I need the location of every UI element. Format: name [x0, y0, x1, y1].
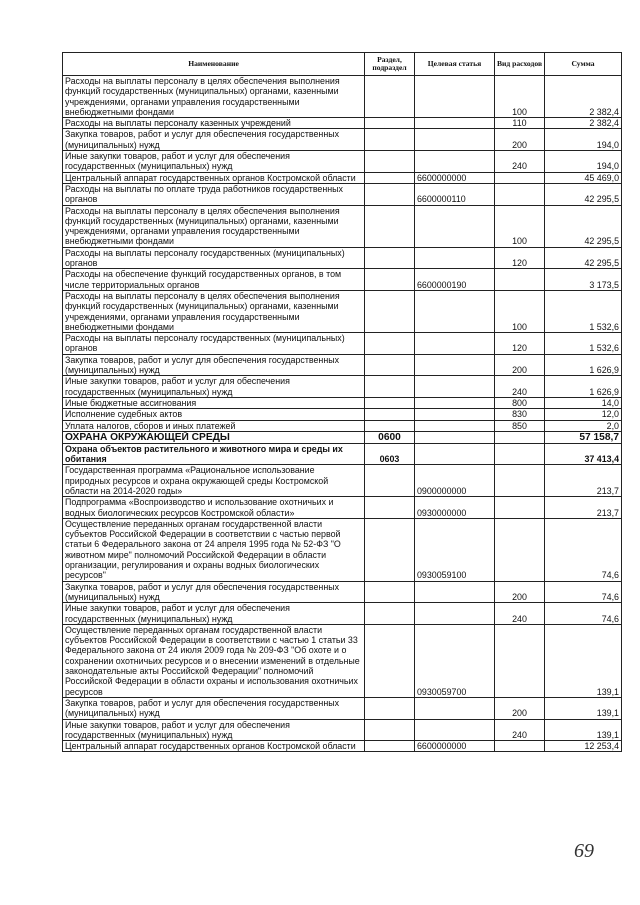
header-razdel: Раздел, подраздел	[365, 53, 415, 76]
table-row	[63, 741, 622, 752]
table-cell-razdel	[365, 183, 415, 205]
table-cell-razdel	[365, 151, 415, 173]
table-cell-name: Расходы на выплаты по оплате труда работников государственных органов	[63, 183, 365, 205]
table-cell-summa: 74,6	[545, 581, 622, 603]
table-cell-vid	[495, 431, 545, 443]
table-cell-celevaya	[415, 151, 495, 173]
table-cell-vid: 100	[495, 76, 545, 118]
table-cell-razdel	[365, 420, 415, 431]
table-row	[63, 76, 622, 118]
table-row	[63, 333, 622, 355]
table-row	[63, 420, 622, 431]
header-summa: Сумма	[545, 53, 622, 76]
table-cell-summa: 37 413,4	[545, 443, 622, 465]
table-cell-razdel	[365, 118, 415, 129]
table-cell-razdel	[365, 624, 415, 697]
table-cell-summa: 1 532,6	[545, 333, 622, 355]
table-cell-vid: 200	[495, 581, 545, 603]
table-cell-name: Иные закупки товаров, работ и услуг для обеспечения государственных (муниципальных) нужд	[63, 376, 365, 398]
table-cell-celevaya	[415, 376, 495, 398]
table-cell-summa: 139,1	[545, 719, 622, 741]
table-row	[63, 697, 622, 719]
table-cell-celevaya: 0930000000	[415, 497, 495, 519]
table-body	[63, 76, 622, 752]
table-cell-celevaya	[415, 118, 495, 129]
table-cell-razdel	[365, 354, 415, 376]
table-cell-razdel	[365, 603, 415, 625]
table-cell-name: Центральный аппарат государственных органов Костромской области	[63, 172, 365, 183]
table-cell-vid: 240	[495, 376, 545, 398]
table-header-row	[63, 53, 622, 76]
table-cell-celevaya	[415, 443, 495, 465]
table-cell-razdel	[365, 697, 415, 719]
table-cell-vid: 850	[495, 420, 545, 431]
table-row	[63, 603, 622, 625]
table-cell-vid: 100	[495, 290, 545, 332]
table-cell-vid	[495, 269, 545, 291]
table-cell-razdel	[365, 409, 415, 420]
table-cell-razdel	[365, 76, 415, 118]
table-cell-name: Подпрограмма «Воспроизводство и использование охотничьих и водных биологических ресурсов Костромской области»	[63, 497, 365, 519]
table-cell-razdel	[365, 290, 415, 332]
table-cell-name: Расходы на выплаты персоналу в целях обеспечения выполнения функций государственных (муниципальных) органами, казенными учреждениями, органами управления государственными внебюджетными фондами	[63, 205, 365, 247]
header-vid: Вид расходов	[495, 53, 545, 76]
table-row	[63, 354, 622, 376]
table-cell-vid	[495, 497, 545, 519]
table-cell-name: Иные закупки товаров, работ и услуг для обеспечения государственных (муниципальных) нужд	[63, 151, 365, 173]
table-cell-vid: 120	[495, 333, 545, 355]
table-cell-summa: 1 532,6	[545, 290, 622, 332]
table-cell-vid: 200	[495, 697, 545, 719]
table-cell-vid: 200	[495, 129, 545, 151]
table-cell-summa: 194,0	[545, 129, 622, 151]
table-cell-vid: 830	[495, 409, 545, 420]
table-cell-name: Иные закупки товаров, работ и услуг для обеспечения государственных (муниципальных) нужд	[63, 719, 365, 741]
table-cell-name: Закупка товаров, работ и услуг для обеспечения государственных (муниципальных) нужд	[63, 581, 365, 603]
table-cell-name: Закупка товаров, работ и услуг для обеспечения государственных (муниципальных) нужд	[63, 354, 365, 376]
table-cell-celevaya: 6600000110	[415, 183, 495, 205]
table-cell-vid	[495, 741, 545, 752]
table-row	[63, 431, 622, 443]
table-cell-summa: 2 382,4	[545, 118, 622, 129]
table-cell-name: Расходы на выплаты персоналу в целях обеспечения выполнения функций государственных (муниципальных) органами, казенными учреждениями, органами управления государственными внебюджетными фондами	[63, 290, 365, 332]
table-cell-summa: 194,0	[545, 151, 622, 173]
table-cell-vid: 240	[495, 151, 545, 173]
table-cell-razdel	[365, 333, 415, 355]
table-cell-summa: 3 173,5	[545, 269, 622, 291]
table-row	[63, 247, 622, 269]
table-cell-razdel	[365, 518, 415, 581]
table-cell-razdel	[365, 129, 415, 151]
table-cell-summa: 57 158,7	[545, 431, 622, 443]
table-cell-celevaya	[415, 420, 495, 431]
table-cell-celevaya	[415, 76, 495, 118]
table-cell-razdel	[365, 269, 415, 291]
table-cell-name: ОХРАНА ОКРУЖАЮЩЕЙ СРЕДЫ	[63, 431, 365, 443]
table-cell-celevaya: 0930059700	[415, 624, 495, 697]
table-cell-razdel	[365, 172, 415, 183]
table-cell-summa: 1 626,9	[545, 376, 622, 398]
table-cell-razdel: 0600	[365, 431, 415, 443]
table-cell-name: Иные бюджетные ассигнования	[63, 397, 365, 408]
table-cell-summa: 12 253,4	[545, 741, 622, 752]
table-cell-vid: 240	[495, 603, 545, 625]
table-row	[63, 129, 622, 151]
table-cell-summa: 213,7	[545, 465, 622, 497]
table-cell-celevaya	[415, 397, 495, 408]
table-cell-name: Расходы на выплаты персоналу государственных (муниципальных) органов	[63, 333, 365, 355]
table-cell-name: Охрана объектов растительного и животного мира и среды их обитания	[63, 443, 365, 465]
table-cell-razdel	[365, 497, 415, 519]
table-cell-summa: 139,1	[545, 697, 622, 719]
table-cell-celevaya: 0900000000	[415, 465, 495, 497]
table-cell-name: Расходы на выплаты персоналу государственных (муниципальных) органов	[63, 247, 365, 269]
table-cell-celevaya	[415, 409, 495, 420]
table-cell-vid	[495, 172, 545, 183]
table-cell-summa: 74,6	[545, 518, 622, 581]
table-row	[63, 205, 622, 247]
table-cell-celevaya: 0930059100	[415, 518, 495, 581]
table-cell-razdel	[365, 581, 415, 603]
table-cell-celevaya	[415, 290, 495, 332]
table-cell-name: Государственная программа «Рациональное использование природных ресурсов и охрана окружающей среды Костромской области на 2014-2020 годы»	[63, 465, 365, 497]
budget-table	[62, 52, 622, 752]
table-cell-summa: 14,0	[545, 397, 622, 408]
table-row	[63, 172, 622, 183]
table-cell-summa: 42 295,5	[545, 183, 622, 205]
table-cell-celevaya	[415, 129, 495, 151]
table-cell-vid: 120	[495, 247, 545, 269]
table-cell-vid	[495, 624, 545, 697]
table-cell-name: Закупка товаров, работ и услуг для обеспечения государственных (муниципальных) нужд	[63, 697, 365, 719]
table-row	[63, 269, 622, 291]
table-cell-vid: 240	[495, 719, 545, 741]
table-cell-vid	[495, 443, 545, 465]
table-cell-vid: 110	[495, 118, 545, 129]
table-cell-name: Осуществление переданных органам государственной власти субъектов Российской Федерации в соответствии с частью 1 статьи 33 Федерального закона от 24 июля 2009 года № 209-ФЗ "Об охоте и о сохранении охотничьих ресурсов и о внесении изменений в отдельные законодательные акты Российской Федерации" полномочий Российской Федерации в области охраны и использования охотничьих ресурсов	[63, 624, 365, 697]
table-cell-summa: 2 382,4	[545, 76, 622, 118]
table-cell-razdel	[365, 397, 415, 408]
table-row	[63, 518, 622, 581]
table-cell-celevaya	[415, 431, 495, 443]
table-cell-summa: 42 295,5	[545, 247, 622, 269]
table-row	[63, 719, 622, 741]
table-cell-name: Уплата налогов, сборов и иных платежей	[63, 420, 365, 431]
header-name: Наименование	[63, 53, 365, 76]
table-cell-celevaya	[415, 333, 495, 355]
table-row	[63, 581, 622, 603]
table-cell-celevaya	[415, 205, 495, 247]
table-cell-name: Расходы на выплаты персоналу в целях обеспечения выполнения функций государственных (муниципальных) органами, казенными учреждениями, органами управления государственными внебюджетными фондами	[63, 76, 365, 118]
table-cell-summa: 1 626,9	[545, 354, 622, 376]
table-cell-celevaya	[415, 697, 495, 719]
table-cell-celevaya	[415, 603, 495, 625]
table-cell-celevaya	[415, 247, 495, 269]
table-row	[63, 151, 622, 173]
table-cell-vid	[495, 183, 545, 205]
header-celevaya: Целевая статья	[415, 53, 495, 76]
table-cell-name: Центральный аппарат государственных органов Костромской области	[63, 741, 365, 752]
page-number: 69	[574, 840, 594, 862]
table-cell-summa: 2,0	[545, 420, 622, 431]
table-row	[63, 376, 622, 398]
table-cell-razdel	[365, 465, 415, 497]
table-cell-celevaya	[415, 354, 495, 376]
table-row	[63, 409, 622, 420]
table-cell-vid: 100	[495, 205, 545, 247]
table-cell-name: Осуществление переданных органам государственной власти субъектов Российской Федерации в соответствии с частью первой статьи 6 Федерального закона от 24 апреля 1995 года № 52-ФЗ "О животном мире" полномочий Российской Федерации в области организации, регулирования и охраны водных биологических ресурсов"	[63, 518, 365, 581]
table-cell-summa: 74,6	[545, 603, 622, 625]
table-cell-summa: 213,7	[545, 497, 622, 519]
table-cell-celevaya	[415, 581, 495, 603]
table-cell-name: Иные закупки товаров, работ и услуг для обеспечения государственных (муниципальных) нужд	[63, 603, 365, 625]
table-cell-razdel	[365, 719, 415, 741]
table-row	[63, 443, 622, 465]
table-cell-razdel	[365, 741, 415, 752]
table-row	[63, 624, 622, 697]
table-row	[63, 118, 622, 129]
table-cell-summa: 42 295,5	[545, 205, 622, 247]
table-cell-vid	[495, 465, 545, 497]
table-row	[63, 183, 622, 205]
table-cell-summa: 139,1	[545, 624, 622, 697]
table-row	[63, 290, 622, 332]
table-cell-summa: 12,0	[545, 409, 622, 420]
table-cell-celevaya: 6600000000	[415, 172, 495, 183]
table-cell-name: Расходы на выплаты персоналу казенных учреждений	[63, 118, 365, 129]
table-cell-vid: 200	[495, 354, 545, 376]
table-row	[63, 497, 622, 519]
table-cell-name: Исполнение судебных актов	[63, 409, 365, 420]
table-cell-name: Расходы на обеспечение функций государственных органов, в том числе территориальных органов	[63, 269, 365, 291]
table-cell-celevaya: 6600000190	[415, 269, 495, 291]
table-cell-vid: 800	[495, 397, 545, 408]
table-cell-vid	[495, 518, 545, 581]
table-row	[63, 397, 622, 408]
table-cell-razdel: 0603	[365, 443, 415, 465]
table-cell-razdel	[365, 205, 415, 247]
table-row	[63, 465, 622, 497]
table-cell-razdel	[365, 247, 415, 269]
table-cell-name: Закупка товаров, работ и услуг для обеспечения государственных (муниципальных) нужд	[63, 129, 365, 151]
table-cell-celevaya: 6600000000	[415, 741, 495, 752]
table-cell-celevaya	[415, 719, 495, 741]
table-cell-summa: 45 469,0	[545, 172, 622, 183]
table-cell-razdel	[365, 376, 415, 398]
